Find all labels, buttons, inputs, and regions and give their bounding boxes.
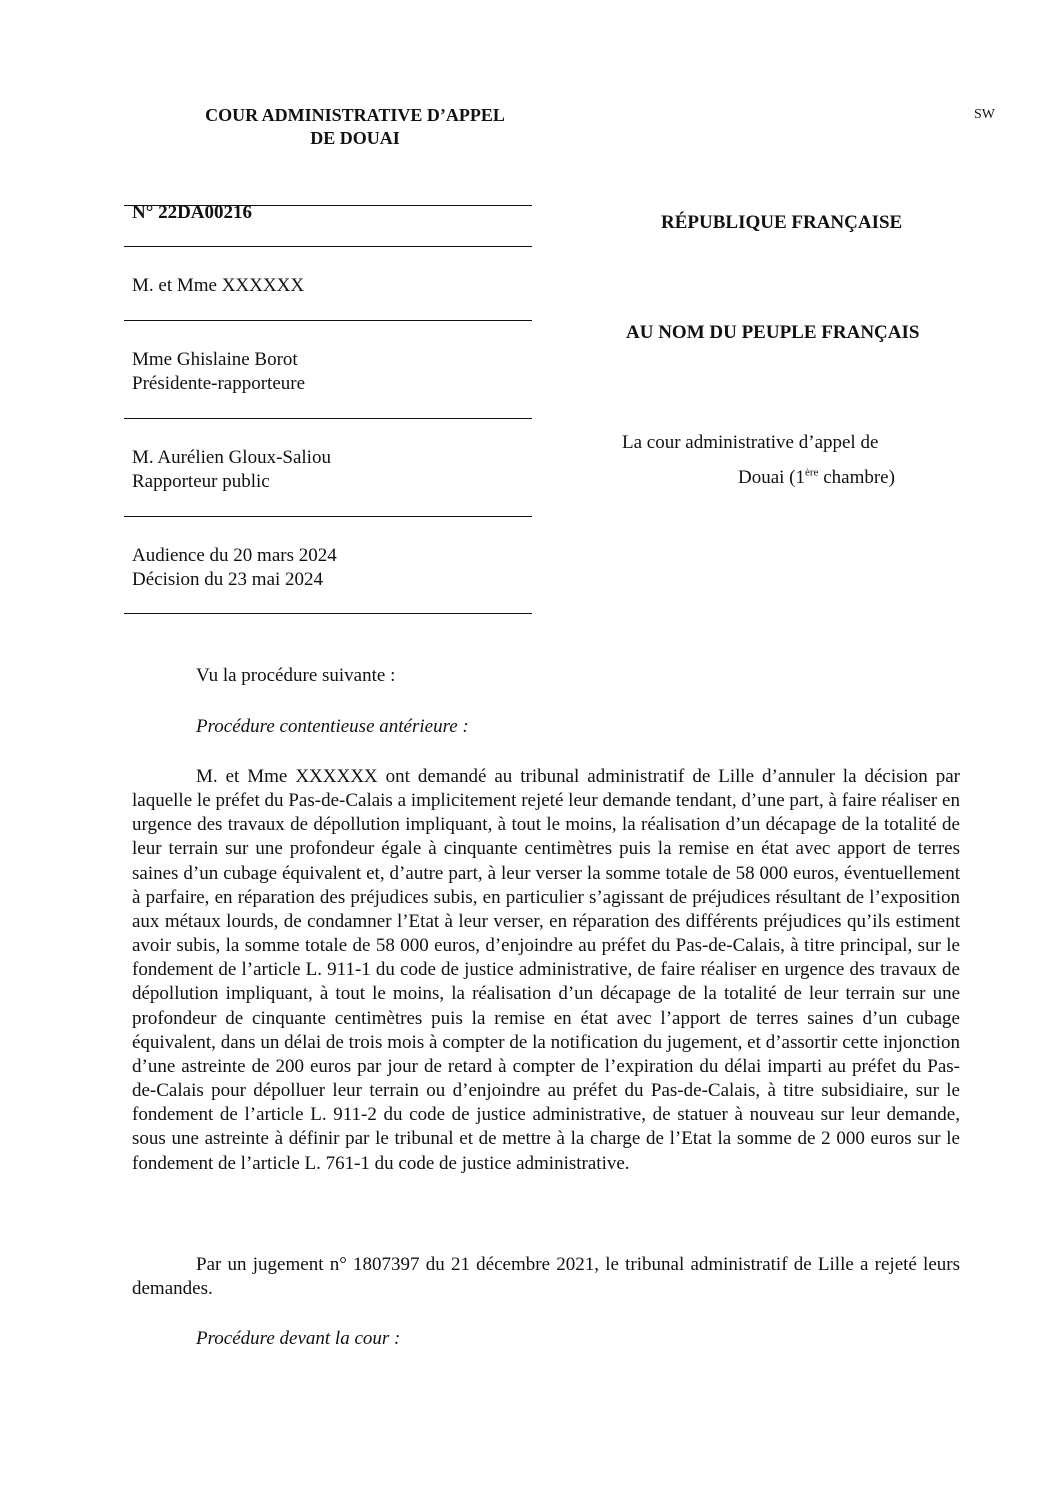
rapporteur-role: Rapporteur public: [132, 471, 270, 492]
republic-heading: RÉPUBLIQUE FRANÇAISE: [661, 212, 903, 233]
president-block: [132, 348, 305, 396]
divider: [124, 418, 532, 419]
decision-date: Décision du 23 mai 2024: [132, 569, 324, 590]
procedure-intro: Vu la procédure suivante :: [196, 665, 396, 686]
president-role: Présidente-rapporteure: [132, 373, 306, 394]
corner-code: SW: [974, 107, 995, 122]
divider: [124, 516, 532, 517]
chamber-suffix: chambre): [818, 467, 895, 488]
hearing-date: Audience du 20 mars 2024: [132, 545, 337, 566]
rapporteur-block: [132, 446, 331, 494]
chamber-superscript: ère: [805, 466, 819, 479]
court-procedure-heading: Procédure devant la cour :: [196, 1328, 401, 1349]
paragraph-prior-procedure: M. et Mme XXXXXX ont demandé au tribunal administratif de Lille d’annuler la décision par laquelle le préfet du Pas-de-Calais a implicitement rejeté leur demande tendant, d’une part, à faire réaliser en urgence des travaux de dépollution impliquant, à tout le moins, la réalisation d’un décapage de la totalité de leur terrain sur une profondeur égale à cinquante centimètres puis la remise en état avec apport de terres saines d’un cubage équivalent et, d’autre part, à leur verser la somme totale de 58 000 euros, éventuellement à parfaire, en réparation des préjudices subis, en particulier s’agissant de préjudices résultant de l’exposition aux métaux lourds, de condamner l’Etat à leur verser, en réparation des différents préjudices qu’ils estiment avoir subis, la somme totale de 58 000 euros, d’enjoindre au préfet du Pas-de-Calais, à titre principal, sur le fondement de l’article L. 911-1 du code de justice administrative, de faire réaliser en urgence des travaux de dépollution impliquant, à tout le moins, la réalisation d’un décapage de la totalité de leur terrain sur une profondeur de cinquante centimètres puis la remise en état avec l’apport de terres saines d’un cubage équivalent, dans un délai de trois mois à compter de la notification du jugement, et d’assortir cette injonction d’une astreinte de 200 euros par jour de retard à compter de l’expiration du délai imparti au préfet du Pas-de-Calais pour dépolluer leur terrain ou d’enjoindre au préfet du Pas-de-Calais, à titre subsidiaire, sur le fondement de l’article L. 911-2 du code de justice administrative, de statuer à nouveau sur leur demande, sous une astreinte à définir par le tribunal et de mettre à la charge de l’Etat la somme de 2 000 euros sur le fondement de l’article L. 761-1 du code de justice administrative.: [132, 766, 960, 1174]
paragraph-judgment: Par un jugement n° 1807397 du 21 décembre 2021, le tribunal administratif de Lille a rejeté leurs demandes.: [132, 1254, 960, 1300]
prior-procedure-heading: Procédure contentieuse antérieure :: [196, 716, 469, 737]
rapporteur-name: M. Aurélien Gloux-Saliou: [132, 447, 331, 468]
divider: [124, 613, 532, 614]
dates-block: [132, 544, 337, 592]
chamber-prefix: Douai (1: [738, 467, 806, 488]
case-number: N° 22DA00216: [132, 202, 253, 223]
people-heading: AU NOM DU PEUPLE FRANÇAIS: [626, 322, 920, 343]
president-name: Mme Ghislaine Borot: [132, 349, 298, 370]
court-title-line2: DE DOUAI: [310, 128, 400, 148]
court-intro: La cour administrative d’appel de: [622, 432, 879, 453]
chamber-line: [738, 467, 895, 489]
divider: [124, 205, 532, 206]
court-title: [160, 104, 550, 150]
court-title-line1: COUR ADMINISTRATIVE D’APPEL: [205, 105, 505, 125]
divider: [124, 246, 532, 247]
parties: M. et Mme XXXXXX: [132, 275, 305, 296]
divider: [124, 320, 532, 321]
